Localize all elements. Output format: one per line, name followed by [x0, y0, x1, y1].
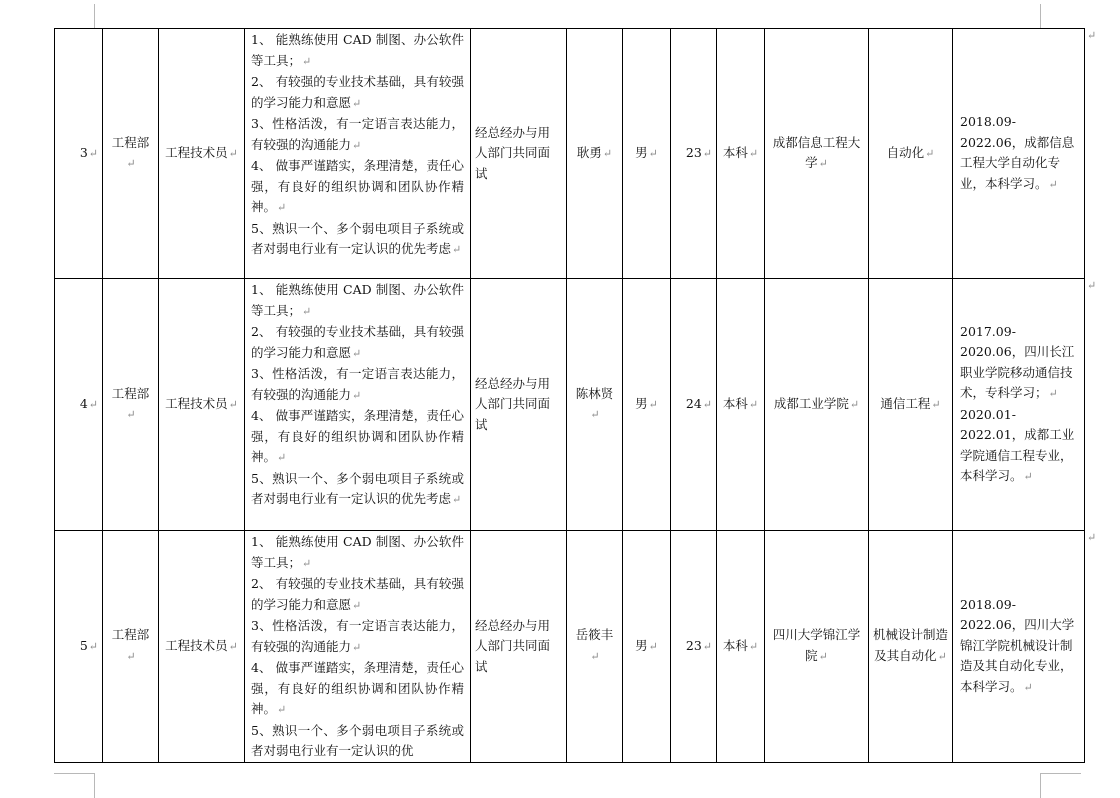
paragraph-marker: ↵: [277, 703, 287, 716]
paragraph-marker: ↵: [352, 640, 362, 654]
cell-end-marker: ↵: [702, 146, 712, 160]
row-number: [55, 531, 103, 763]
cell-end-marker: ↵: [925, 146, 935, 160]
interview-method: [471, 29, 567, 279]
cell-end-marker: ↵: [590, 408, 600, 421]
gender: [623, 531, 671, 763]
department-text: 工程部: [111, 385, 150, 401]
requirement-item: 5、熟识一个、多个弱电项目子系统或者对弱电行业有一定认识的优先考虑↵: [251, 470, 464, 506]
education-entry: 2018.09-2022.06，成都信息工程大学自动化专业，本科学习。↵: [960, 114, 1075, 191]
gender-text: 男: [635, 144, 648, 160]
cell-end-marker: ↵: [748, 397, 759, 411]
cell-end-marker: ↵: [931, 397, 941, 411]
cell-end-marker: ↵: [818, 649, 828, 663]
interview-method-text: 经总经办与用人部门共同面试: [475, 124, 551, 181]
requirement-item: 1、 能熟练使用 CAD 制图、办公软件等工具；↵: [251, 534, 464, 570]
candidate-name: [567, 279, 623, 531]
cell-end-marker: ↵: [590, 649, 600, 663]
paragraph-marker: ↵: [302, 54, 312, 68]
education-history: [953, 531, 1085, 763]
school-text: 四川大学锦江学院: [772, 627, 861, 663]
degree-text: 本科: [722, 395, 748, 411]
age-text: 24: [685, 395, 702, 411]
cell-end-marker: ↵: [126, 157, 136, 170]
school-text: 成都工业学院: [773, 395, 849, 411]
requirement-item: 1、 能熟练使用 CAD 制图、办公软件等工具；↵: [251, 282, 464, 318]
department-text: 工程部: [111, 134, 150, 150]
position: [159, 279, 245, 531]
cell-end-marker: ↵: [228, 639, 238, 653]
row-end-marker: ↵: [1087, 279, 1097, 292]
candidate-name: [567, 531, 623, 763]
cell-end-marker: ↵: [88, 639, 98, 653]
requirement-item: 3、性格活泼，有一定语言表达能力，有较强的沟通能力↵: [251, 116, 464, 152]
candidate-name: [567, 29, 623, 279]
cell-end-marker: ↵: [228, 146, 238, 160]
education-history: [953, 279, 1085, 531]
major-text: 机械设计制造及其自动化: [873, 627, 949, 663]
degree-text: 本科: [722, 637, 748, 653]
cell-end-marker: ↵: [937, 649, 947, 663]
cell-end-marker: ↵: [228, 397, 238, 411]
cell-end-marker: ↵: [648, 639, 658, 653]
table-row: [55, 29, 1085, 279]
requirement-item: 4、 做事严谨踏实，条理清楚，责任心强，有良好的组织协调和团队协作精神。↵: [251, 158, 464, 214]
department: [103, 29, 159, 279]
cell-end-marker: ↵: [702, 639, 712, 653]
school: [765, 279, 869, 531]
requirement-item: 4、 做事严谨踏实，条理清楚，责任心强，有良好的组织协调和团队协作精神。↵: [251, 408, 464, 464]
degree: [717, 531, 765, 763]
cell-end-marker: ↵: [126, 408, 136, 421]
row-number-text: 5: [79, 637, 88, 653]
paragraph-marker: ↵: [352, 388, 362, 402]
position: [159, 29, 245, 279]
paragraph-marker: ↵: [1023, 680, 1033, 694]
age-text: 23: [685, 637, 702, 653]
education-entry: 2017.09-2020.06，四川长江职业学院移动通信技术，专科学习；↵: [960, 323, 1075, 400]
paragraph-marker: ↵: [277, 451, 287, 464]
cell-end-marker: ↵: [126, 649, 136, 663]
gender-text: 男: [635, 637, 648, 653]
cell-end-marker: ↵: [88, 397, 98, 411]
cell-end-marker: ↵: [648, 397, 658, 411]
major-text: 通信工程: [880, 395, 931, 411]
cell-end-marker: ↵: [818, 157, 828, 170]
school-text: 成都信息工程大学: [772, 134, 861, 170]
degree-text: 本科: [722, 144, 748, 160]
position-text: 工程技术员: [165, 144, 228, 160]
interview-method: [471, 279, 567, 531]
paragraph-marker: ↵: [302, 556, 312, 570]
age: [671, 531, 717, 763]
row-number-text: 4: [79, 395, 88, 411]
candidate-name-text: 岳筱丰: [575, 627, 614, 643]
candidate-name-text: 陈林贤: [575, 385, 614, 401]
row-end-marker: ↵: [1087, 29, 1097, 42]
cell-end-marker: ↵: [748, 639, 759, 653]
major: [869, 279, 953, 531]
gender-text: 男: [635, 395, 648, 411]
row-number: [55, 29, 103, 279]
cell-end-marker: ↵: [648, 146, 658, 160]
department: [103, 279, 159, 531]
paragraph-marker: ↵: [1023, 470, 1033, 483]
requirement-item: 2、 有较强的专业技术基础，具有较强的学习能力和意愿↵: [251, 576, 464, 612]
age-text: 23: [685, 144, 702, 160]
page-corner-mark-top-right: [1040, 4, 1081, 29]
paragraph-marker: ↵: [352, 598, 362, 612]
interview-method-text: 经总经办与用人部门共同面试: [475, 375, 551, 432]
paragraph-marker: ↵: [352, 96, 362, 110]
table-row: [55, 279, 1085, 531]
cell-end-marker: ↵: [602, 146, 613, 160]
paragraph-marker: ↵: [1048, 177, 1058, 191]
education-entry: 2020.01-2022.01，成都工业学院通信工程专业，本科学习。↵: [960, 406, 1075, 483]
major-text: 自动化: [886, 144, 925, 160]
row-number: [55, 279, 103, 531]
age: [671, 279, 717, 531]
education-history: [953, 29, 1085, 279]
page-corner-mark-top-left: [54, 4, 95, 29]
education-entry: 2018.09-2022.06，四川大学锦江学院机械设计制造及其自动化专业，本科学习。↵: [960, 596, 1075, 694]
requirement-item: 3、性格活泼，有一定语言表达能力，有较强的沟通能力↵: [251, 366, 464, 402]
requirement-item: 3、性格活泼，有一定语言表达能力，有较强的沟通能力↵: [251, 618, 464, 654]
age: [671, 29, 717, 279]
cell-end-marker: ↵: [849, 397, 860, 411]
row-number-text: 3: [79, 144, 88, 160]
job-requirements: [245, 279, 471, 531]
paragraph-marker: ↵: [452, 493, 462, 506]
candidate-name-text: 耿勇: [576, 144, 602, 160]
requirement-item: 2、 有较强的专业技术基础，具有较强的学习能力和意愿↵: [251, 74, 464, 110]
paragraph-marker: ↵: [302, 304, 312, 318]
department: [103, 531, 159, 763]
major: [869, 531, 953, 763]
candidate-table: [54, 28, 1085, 763]
requirement-item: 4、 做事严谨踏实，条理清楚，责任心强，有良好的组织协调和团队协作精神。↵: [251, 660, 464, 716]
job-requirements: [245, 29, 471, 279]
requirement-item: 5、熟识一个、多个弱电项目子系统或者对弱电行业有一定认识的优: [251, 722, 464, 758]
department-text: 工程部: [111, 627, 150, 643]
page-corner-mark-bottom-left: [54, 773, 95, 798]
school: [765, 29, 869, 279]
page-corner-mark-bottom-right: [1040, 773, 1081, 798]
paragraph-marker: ↵: [352, 138, 362, 152]
job-requirements: [245, 531, 471, 763]
requirement-item: 2、 有较强的专业技术基础，具有较强的学习能力和意愿↵: [251, 324, 464, 360]
paragraph-marker: ↵: [277, 201, 287, 214]
school: [765, 531, 869, 763]
requirement-item: 1、 能熟练使用 CAD 制图、办公软件等工具；↵: [251, 32, 464, 68]
paragraph-marker: ↵: [1048, 387, 1058, 400]
interview-method-text: 经总经办与用人部门共同面试: [475, 617, 551, 674]
major: [869, 29, 953, 279]
cell-end-marker: ↵: [88, 146, 98, 160]
paragraph-marker: ↵: [352, 346, 362, 360]
paragraph-marker: ↵: [452, 243, 462, 256]
position-text: 工程技术员: [165, 395, 228, 411]
row-end-marker: ↵: [1087, 531, 1097, 544]
requirement-item: 5、熟识一个、多个弱电项目子系统或者对弱电行业有一定认识的优先考虑↵: [251, 220, 464, 256]
gender: [623, 279, 671, 531]
cell-end-marker: ↵: [748, 146, 759, 160]
degree: [717, 29, 765, 279]
position: [159, 531, 245, 763]
interview-method: [471, 531, 567, 763]
position-text: 工程技术员: [165, 637, 228, 653]
gender: [623, 29, 671, 279]
table-row: [55, 531, 1085, 763]
degree: [717, 279, 765, 531]
cell-end-marker: ↵: [702, 397, 712, 411]
